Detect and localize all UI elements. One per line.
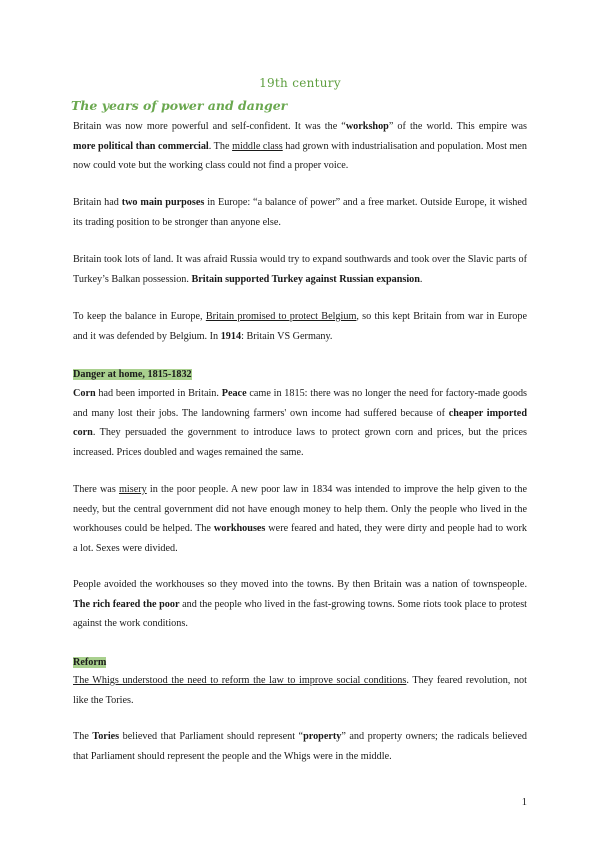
page-title: 19th century bbox=[259, 76, 341, 90]
paragraph-5: Corn had been imported in Britain. Peace came in 1815: there was no longer the need for factory-made goods and many lost their jobs. The landowning farmers' own income had suffered because of cheaper imported corn. They persuaded the government to introduce laws to protect grown corn and prices, but the prices increased. Prices doubled and wages remained the same. bbox=[73, 388, 527, 458]
section-heading-reform: Reform bbox=[73, 657, 107, 668]
paragraph-7: People avoided the workhouses so they moved into the towns. By then Britain was a nation of townspeople. The rich feared the poor and the people who lived in the fast-growing towns. Some riots took place to protest against the work conditions. bbox=[73, 579, 527, 629]
paragraph-1: Britain was now more powerful and self-confident. It was the “workshop” of the world. This empire was more political than commercial. The middle class had grown with industrialisation and population. Most men now could vote but the working class could not find a proper voice. bbox=[73, 121, 527, 171]
paragraph-6: There was misery in the poor people. A new poor law in 1834 was intended to improve the help given to the needy, but the central government did not have enough money to help them. Only the people who lived in the workhouses could be helped. The workhouses were feared and hated, they were dirty and people had to work a lot. Sexes were divided. bbox=[73, 484, 527, 554]
page-number: 1 bbox=[521, 797, 527, 808]
paragraph-4: To keep the balance in Europe, Britain promised to protect Belgium, so this kept Britain from war in Europe and it was defended by Belgium. In 1914: Britain VS Germany. bbox=[73, 311, 528, 342]
section-heading-danger-at-home: Danger at home, 1815-1832 bbox=[73, 369, 192, 380]
paragraph-8: The Whigs understood the need to reform the law to improve social conditions. They feared revolution, not like the Tories. bbox=[73, 675, 527, 706]
paragraph-9: The Tories believed that Parliament should represent “property” and property owners; the radicals believed that Parliament should represent the people and the Whigs were in the middle. bbox=[73, 731, 527, 762]
section-subtitle: The years of power and danger bbox=[71, 98, 288, 113]
paragraph-2: Britain had two main purposes in Europe: “a balance of power” and a free market. Outside Europe, it wished its trading position to be stronger than anyone else. bbox=[73, 197, 527, 228]
paragraph-3: Britain took lots of land. It was afraid Russia would try to expand southwards and took over the Slavic parts of Turkey’s Balkan possession. Britain supported Turkey against Russian expansion. bbox=[73, 254, 527, 285]
